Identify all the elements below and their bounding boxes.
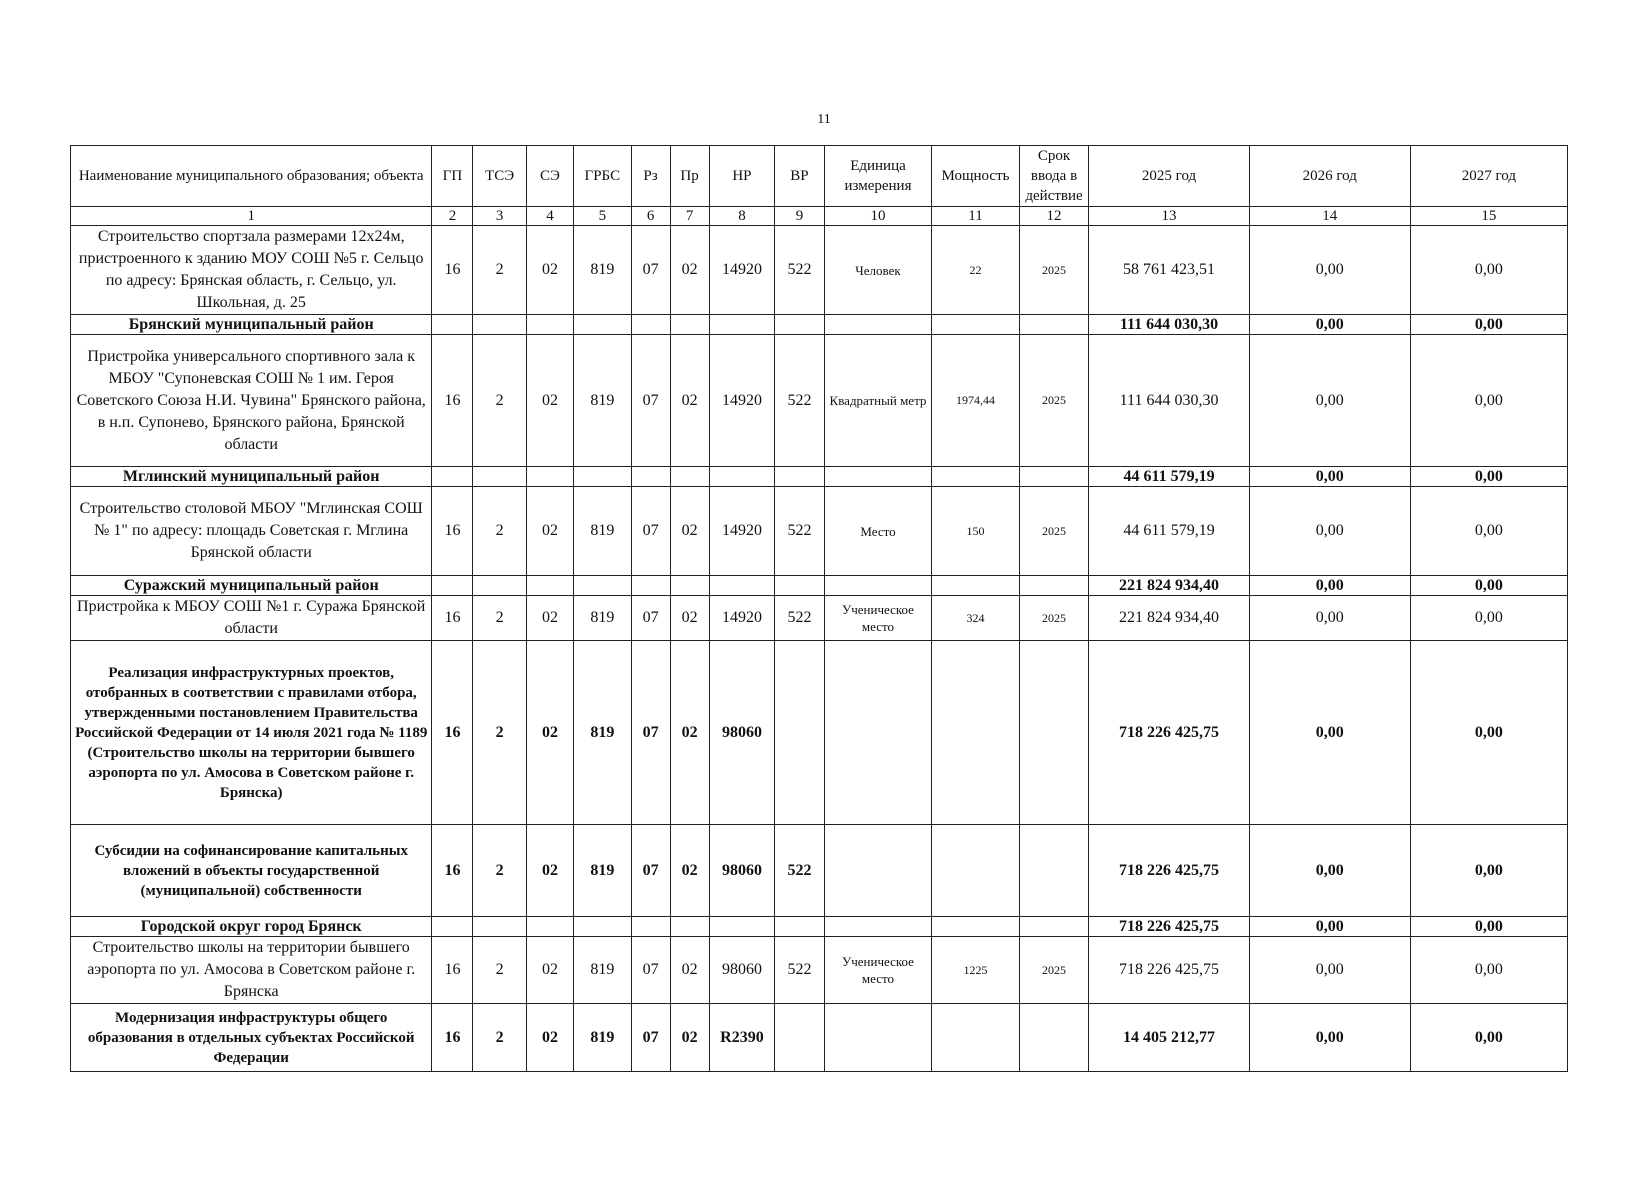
cell-2027: 0,00	[1410, 576, 1567, 596]
cell-nr: 14920	[709, 487, 775, 576]
cell-power: 22	[932, 226, 1019, 315]
cell-grbs: 819	[574, 641, 631, 825]
district-row	[71, 576, 1568, 596]
table-row	[71, 937, 1568, 1004]
cell-se: 02	[526, 596, 573, 641]
cell-rz: 07	[631, 1004, 670, 1072]
cell-pr: 02	[670, 335, 709, 467]
cell-2027: 0,00	[1410, 315, 1567, 335]
cell-gp: 16	[432, 937, 473, 1004]
cell-tse: 2	[473, 641, 526, 825]
cell-gp: 16	[432, 596, 473, 641]
header-term: Срок ввода в действие	[1019, 146, 1089, 207]
cell-2025: 111 644 030,30	[1089, 315, 1249, 335]
cell-vr: 522	[775, 226, 824, 315]
header-unit: Единица измерения	[824, 146, 932, 207]
cell-term: 2025	[1019, 596, 1089, 641]
cell-tse: 2	[473, 596, 526, 641]
cell-2026: 0,00	[1249, 467, 1410, 487]
cell-vr: 522	[775, 487, 824, 576]
cell-2026: 0,00	[1249, 487, 1410, 576]
header-vr: ВР	[775, 146, 824, 207]
cell-term: 2025	[1019, 937, 1089, 1004]
district-name: Мглинский муниципальный район	[71, 467, 432, 487]
cell-vr: 522	[775, 937, 824, 1004]
column-number: 13	[1089, 207, 1249, 226]
cell-pr: 02	[670, 641, 709, 825]
cell-tse: 2	[473, 937, 526, 1004]
cell-2025: 14 405 212,77	[1089, 1004, 1249, 1072]
cell-2027: 0,00	[1410, 825, 1567, 917]
cell-2026: 0,00	[1249, 641, 1410, 825]
program-row	[71, 641, 1568, 825]
header-tse: ТСЭ	[473, 146, 526, 207]
column-number: 5	[574, 207, 631, 226]
object-name: Строительство школы на территории бывшего аэропорта по ул. Амосова в Советском районе г. Брянска	[71, 937, 432, 1004]
cell-pr: 02	[670, 937, 709, 1004]
header-2025: 2025 год	[1089, 146, 1249, 207]
column-number: 12	[1019, 207, 1089, 226]
cell-gp: 16	[432, 487, 473, 576]
cell-pr: 02	[670, 226, 709, 315]
cell-term: 2025	[1019, 487, 1089, 576]
column-number-row	[71, 207, 1568, 226]
cell-unit: Квадратный метр	[824, 335, 932, 467]
cell-rz: 07	[631, 937, 670, 1004]
column-number: 11	[932, 207, 1019, 226]
cell-tse: 2	[473, 335, 526, 467]
cell-2026: 0,00	[1249, 576, 1410, 596]
header-gp: ГП	[432, 146, 473, 207]
program-name: Реализация инфраструктурных проектов, отобранных в соответствии с правилами отбора, утвержденными постановлением Правительства Российской Федерации от 14 июля 2021 года № 1189 (Строительство школы на территории бывшего аэропорта по ул. Амосова в Советском районе г. Брянска)	[71, 641, 432, 825]
object-name: Пристройка универсального спортивного зала к МБОУ "Супоневская СОШ № 1 им. Героя Советского Союза Н.И. Чувина" Брянского района, в н.п. Супонево, Брянского района, Брянской области	[71, 335, 432, 467]
header-grbs: ГРБС	[574, 146, 631, 207]
cell-tse: 2	[473, 487, 526, 576]
header-rz: Рз	[631, 146, 670, 207]
cell-vr: 522	[775, 596, 824, 641]
header-power: Мощность	[932, 146, 1019, 207]
cell-2025: 221 824 934,40	[1089, 596, 1249, 641]
cell-power: 324	[932, 596, 1019, 641]
district-name: Брянский муниципальный район	[71, 315, 432, 335]
cell-nr: 14920	[709, 335, 775, 467]
object-name: Пристройка к МБОУ СОШ №1 г. Суража Брянской области	[71, 596, 432, 641]
header-nr: НР	[709, 146, 775, 207]
cell-grbs: 819	[574, 226, 631, 315]
column-number: 15	[1410, 207, 1567, 226]
cell-2027: 0,00	[1410, 937, 1567, 1004]
program-row	[71, 825, 1568, 917]
column-number: 7	[670, 207, 709, 226]
district-row	[71, 917, 1568, 937]
cell-vr: 522	[775, 825, 824, 917]
header-2026: 2026 год	[1249, 146, 1410, 207]
cell-2025: 718 226 425,75	[1089, 641, 1249, 825]
header-pr: Пр	[670, 146, 709, 207]
cell-nr: R2390	[709, 1004, 775, 1072]
cell-nr: 98060	[709, 825, 775, 917]
column-number: 1	[71, 207, 432, 226]
cell-nr: 14920	[709, 596, 775, 641]
cell-unit: Ученическое место	[824, 937, 932, 1004]
column-number: 9	[775, 207, 824, 226]
cell-2025: 44 611 579,19	[1089, 467, 1249, 487]
district-row	[71, 315, 1568, 335]
cell-grbs: 819	[574, 335, 631, 467]
column-number: 14	[1249, 207, 1410, 226]
cell-unit: Место	[824, 487, 932, 576]
column-number: 2	[432, 207, 473, 226]
header-se: СЭ	[526, 146, 573, 207]
budget-table	[70, 145, 1568, 1072]
cell-power: 150	[932, 487, 1019, 576]
cell-power: 1225	[932, 937, 1019, 1004]
cell-2026: 0,00	[1249, 917, 1410, 937]
cell-2026: 0,00	[1249, 335, 1410, 467]
cell-2026: 0,00	[1249, 937, 1410, 1004]
table-row	[71, 596, 1568, 641]
district-name: Суражский муниципальный район	[71, 576, 432, 596]
program-name: Субсидии на софинансирование капитальных вложений в объекты государственной (муниципальной) собственности	[71, 825, 432, 917]
cell-2026: 0,00	[1249, 1004, 1410, 1072]
cell-rz: 07	[631, 335, 670, 467]
cell-2025: 44 611 579,19	[1089, 487, 1249, 576]
column-number: 10	[824, 207, 932, 226]
cell-se: 02	[526, 641, 573, 825]
cell-rz: 07	[631, 641, 670, 825]
object-name: Строительство спортзала размерами 12х24м, пристроенного к зданию МОУ СОШ №5 г. Сельцо по адресу: Брянская область, г. Сельцо, ул. Школьная, д. 25	[71, 226, 432, 315]
cell-rz: 07	[631, 596, 670, 641]
cell-se: 02	[526, 226, 573, 315]
cell-se: 02	[526, 487, 573, 576]
cell-power: 1974,44	[932, 335, 1019, 467]
cell-pr: 02	[670, 825, 709, 917]
program-row	[71, 1004, 1568, 1072]
cell-2027: 0,00	[1410, 335, 1567, 467]
cell-2025: 221 824 934,40	[1089, 576, 1249, 596]
cell-2025: 111 644 030,30	[1089, 335, 1249, 467]
cell-grbs: 819	[574, 937, 631, 1004]
cell-tse: 2	[473, 825, 526, 917]
header-name: Наименование муниципального образования; объекта	[71, 146, 432, 207]
cell-grbs: 819	[574, 1004, 631, 1072]
program-name: Модернизация инфраструктуры общего образования в отдельных субъектах Российской Федерации	[71, 1004, 432, 1072]
cell-unit: Ученическое место	[824, 596, 932, 641]
cell-se: 02	[526, 825, 573, 917]
district-name: Городской округ город Брянск	[71, 917, 432, 937]
cell-unit: Человек	[824, 226, 932, 315]
cell-nr: 98060	[709, 641, 775, 825]
cell-pr: 02	[670, 1004, 709, 1072]
cell-2025: 718 226 425,75	[1089, 917, 1249, 937]
object-name: Строительство столовой МБОУ "Мглинская СОШ № 1" по адресу: площадь Советская г. Мглина Брянской области	[71, 487, 432, 576]
cell-2027: 0,00	[1410, 641, 1567, 825]
cell-pr: 02	[670, 596, 709, 641]
cell-gp: 16	[432, 825, 473, 917]
cell-2027: 0,00	[1410, 917, 1567, 937]
cell-2027: 0,00	[1410, 1004, 1567, 1072]
cell-tse: 2	[473, 1004, 526, 1072]
cell-2027: 0,00	[1410, 226, 1567, 315]
cell-se: 02	[526, 1004, 573, 1072]
cell-rz: 07	[631, 226, 670, 315]
cell-2025: 718 226 425,75	[1089, 825, 1249, 917]
cell-gp: 16	[432, 641, 473, 825]
cell-2026: 0,00	[1249, 315, 1410, 335]
cell-rz: 07	[631, 825, 670, 917]
column-number: 4	[526, 207, 573, 226]
cell-nr: 98060	[709, 937, 775, 1004]
cell-grbs: 819	[574, 596, 631, 641]
column-number: 8	[709, 207, 775, 226]
cell-gp: 16	[432, 1004, 473, 1072]
cell-se: 02	[526, 937, 573, 1004]
page-number: 11	[817, 112, 831, 127]
cell-rz: 07	[631, 487, 670, 576]
district-row	[71, 467, 1568, 487]
cell-grbs: 819	[574, 487, 631, 576]
cell-term: 2025	[1019, 226, 1089, 315]
cell-2027: 0,00	[1410, 487, 1567, 576]
cell-2027: 0,00	[1410, 596, 1567, 641]
cell-gp: 16	[432, 335, 473, 467]
header-row	[71, 146, 1568, 207]
cell-gp: 16	[432, 226, 473, 315]
column-number: 3	[473, 207, 526, 226]
cell-2025: 58 761 423,51	[1089, 226, 1249, 315]
table-row	[71, 487, 1568, 576]
table-row	[71, 335, 1568, 467]
cell-se: 02	[526, 335, 573, 467]
cell-2026: 0,00	[1249, 596, 1410, 641]
cell-2025: 718 226 425,75	[1089, 937, 1249, 1004]
cell-grbs: 819	[574, 825, 631, 917]
column-number: 6	[631, 207, 670, 226]
header-2027: 2027 год	[1410, 146, 1567, 207]
cell-2026: 0,00	[1249, 825, 1410, 917]
cell-term: 2025	[1019, 335, 1089, 467]
cell-2027: 0,00	[1410, 467, 1567, 487]
table-row	[71, 226, 1568, 315]
cell-2026: 0,00	[1249, 226, 1410, 315]
cell-tse: 2	[473, 226, 526, 315]
cell-nr: 14920	[709, 226, 775, 315]
cell-pr: 02	[670, 487, 709, 576]
cell-vr: 522	[775, 335, 824, 467]
